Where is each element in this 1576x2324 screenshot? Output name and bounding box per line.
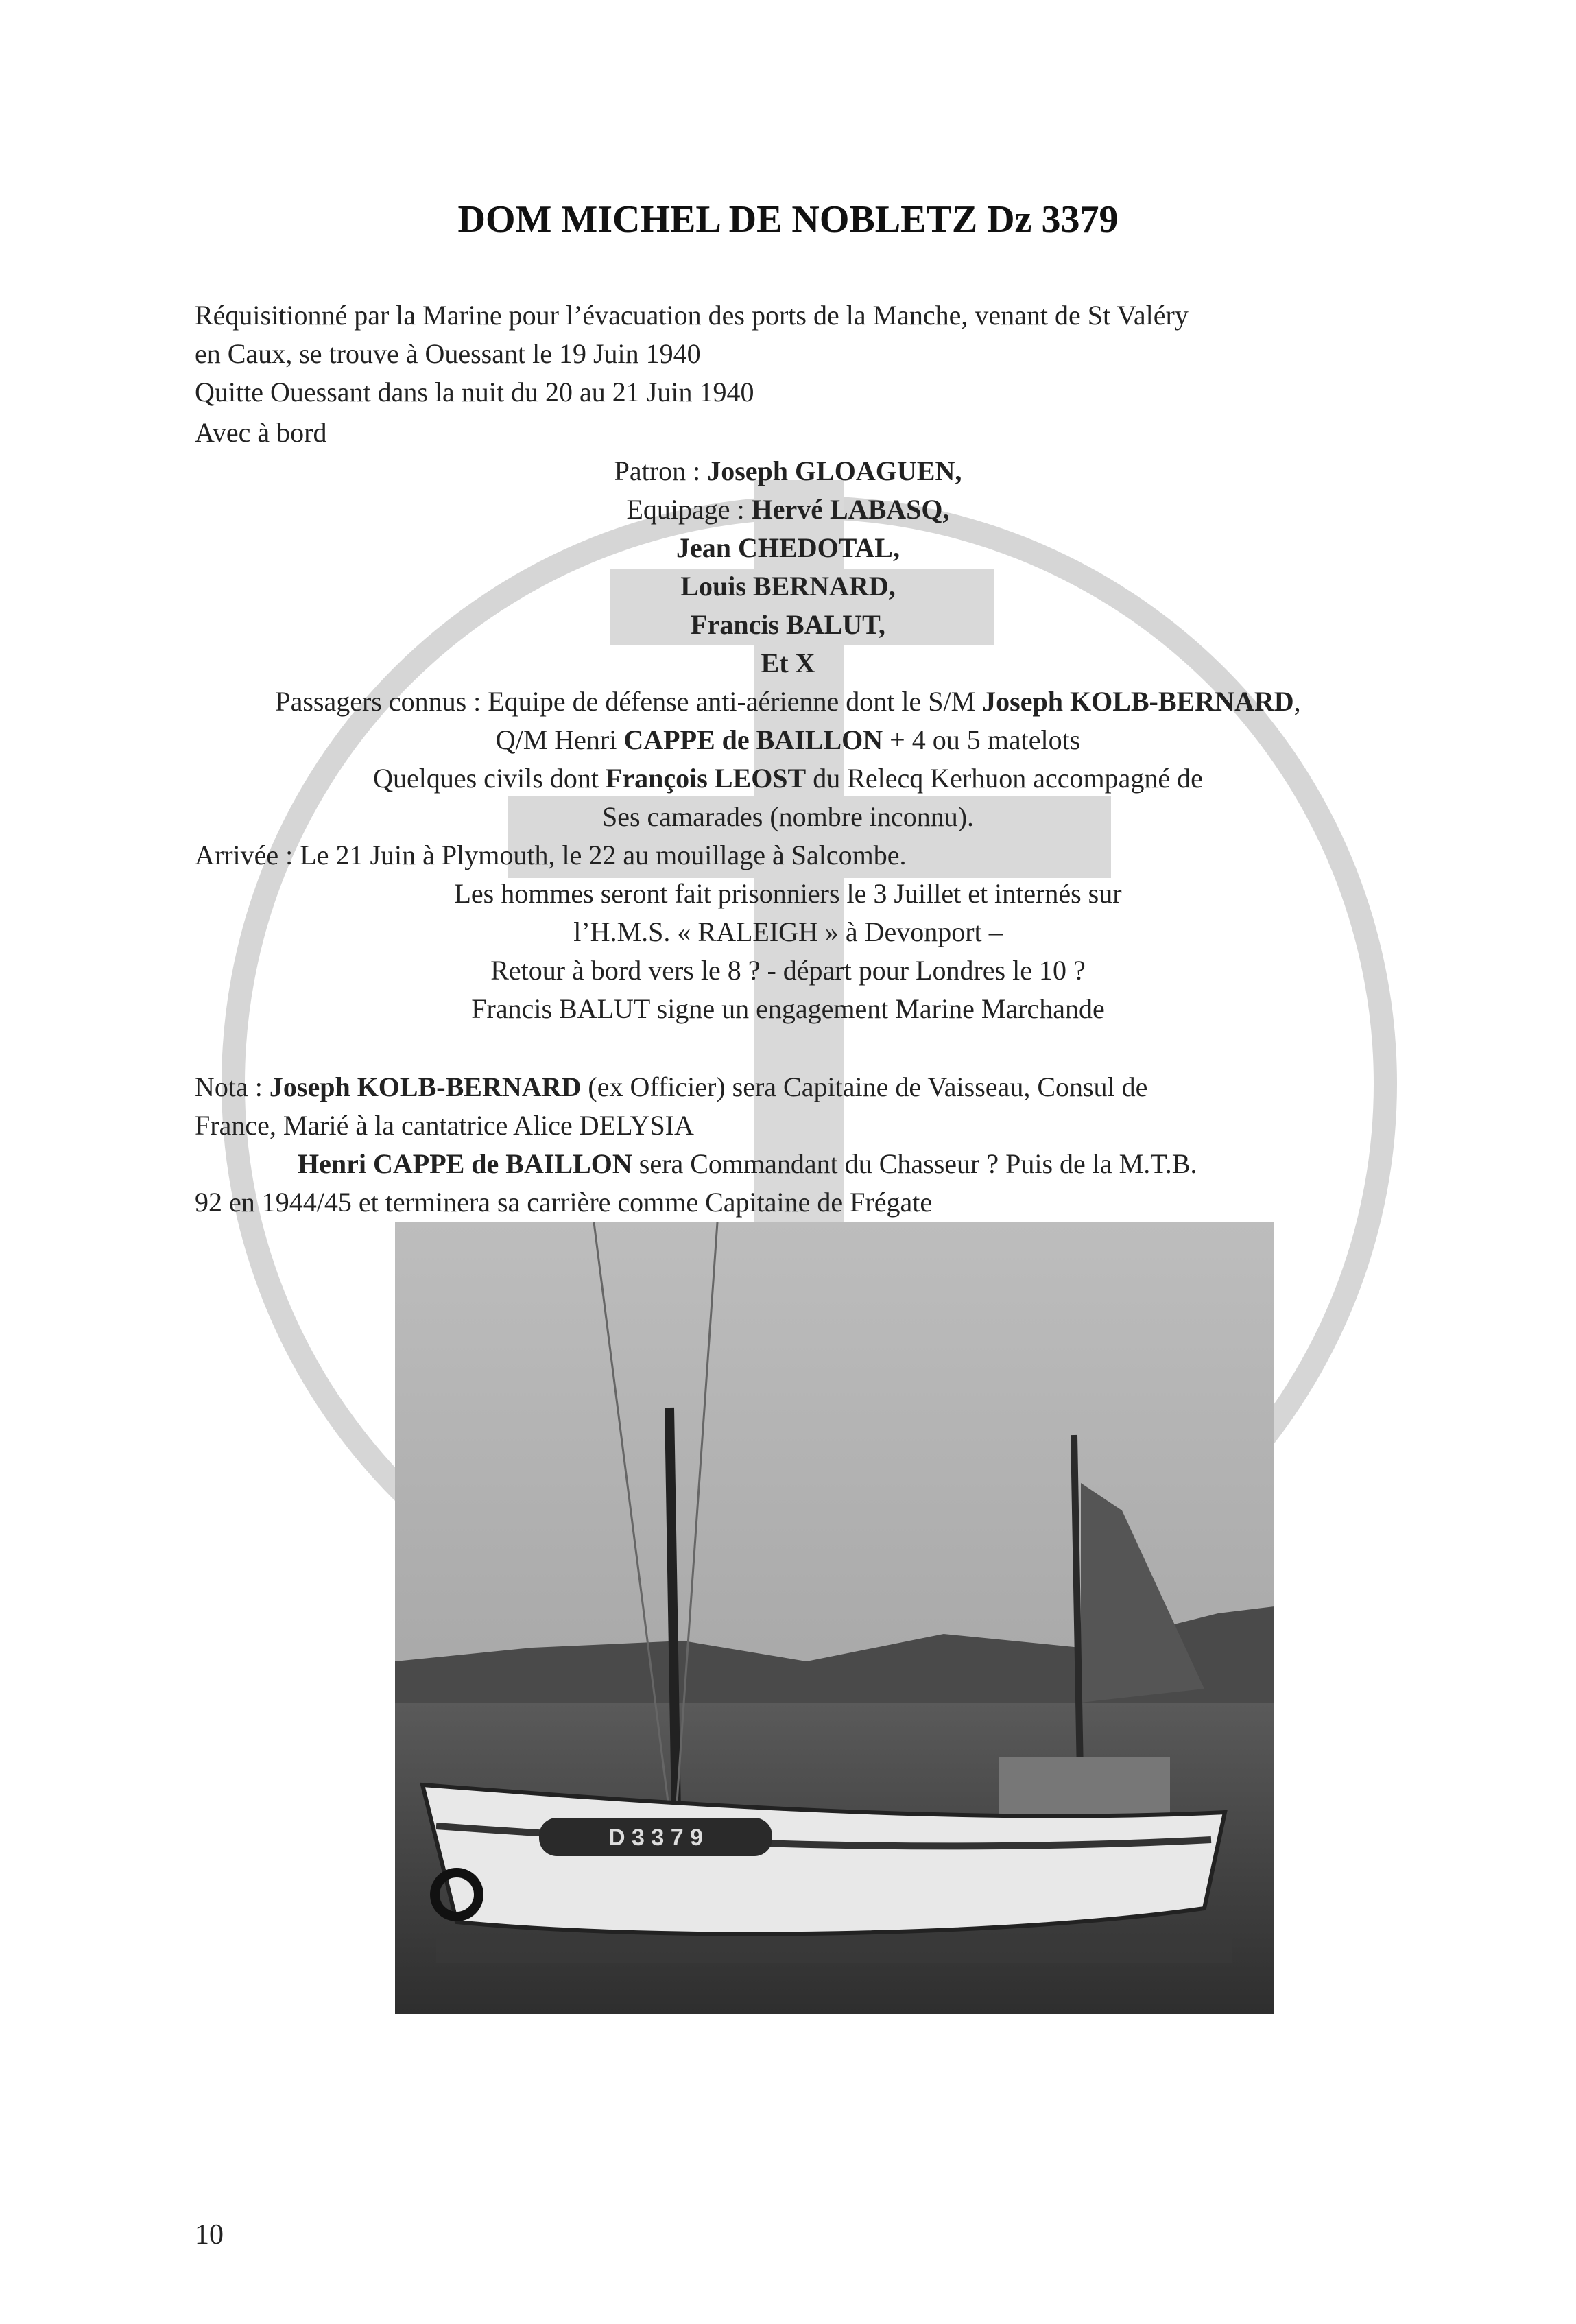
nota-text: sera Commandant du Chasseur ? Puis de la M.T.B. xyxy=(632,1148,1197,1179)
arrival-line: Francis BALUT signe un engagement Marine Marchande xyxy=(471,993,1105,1024)
patron-label: Patron : xyxy=(614,455,708,486)
passengers-text: Passagers connus : Equipe de défense anti-aérienne dont le S/M xyxy=(275,686,983,717)
passengers-text: + 4 ou 5 matelots xyxy=(883,724,1081,755)
arrival-line: Retour à bord vers le 8 ? - départ pour Londres le 10 ? xyxy=(490,955,1086,986)
crew-member-name: Francis BALUT, xyxy=(691,609,885,640)
passengers-line: Ses camarades (nombre inconnu). xyxy=(601,801,975,832)
intro-line: en Caux, se trouve à Ouessant le 19 Juin 1940 xyxy=(195,338,701,369)
crew-member xyxy=(0,529,1576,567)
crew-member xyxy=(0,606,1576,644)
intro-line: Quitte Ouessant dans la nuit du 20 au 21 Juin 1940 xyxy=(195,377,754,407)
water-reflection xyxy=(436,1936,1232,1963)
nota-line xyxy=(195,1068,1147,1106)
passengers-text: du Relecq Kerhuon accompagné de xyxy=(806,763,1203,794)
crew-member-name: Louis BERNARD, xyxy=(680,571,896,602)
passengers-line xyxy=(0,721,1576,759)
nota-name: Joseph KOLB-BERNARD xyxy=(269,1071,582,1102)
passengers-text: , xyxy=(1293,686,1301,717)
arrival-line: l’H.M.S. « RALEIGH » à Devonport – xyxy=(573,916,1003,947)
patron-name: Joseph GLOAGUEN, xyxy=(707,455,962,486)
crew-member xyxy=(0,644,1576,683)
nota-text: (ex Officier) sera Capitaine de Vaisseau, Consul de xyxy=(581,1071,1148,1102)
nota-line: France, Marié à la cantatrice Alice DELYSIA xyxy=(195,1110,694,1141)
boat-hull-marking: D 3 3 7 9 xyxy=(608,1825,703,1851)
passengers-text: Q/M Henri xyxy=(495,724,624,755)
fishing-boat-photo xyxy=(395,1222,1274,2014)
crew-member: Hervé LABASQ, xyxy=(751,494,950,525)
nota-line xyxy=(298,1145,1197,1183)
intro-line: Réquisitionné par la Marine pour l’évacuation des ports de la Manche, venant de St Valéry xyxy=(195,300,1189,331)
crew-equipage xyxy=(0,490,1576,529)
nota-name: Henri CAPPE de BAILLON xyxy=(298,1148,632,1179)
passengers-line xyxy=(0,759,1576,798)
passengers-line xyxy=(0,683,1576,721)
crew-patron xyxy=(0,452,1576,490)
passenger-name: Joseph KOLB-BERNARD xyxy=(982,686,1294,717)
equipage-label: Equipage : xyxy=(626,494,752,525)
boat-mast xyxy=(669,1408,676,1812)
page-number: 10 xyxy=(195,2219,224,2251)
passengers-text: Quelques civils dont xyxy=(373,763,606,794)
passenger-name: CAPPE de BAILLON xyxy=(623,724,883,755)
crew-member-name: Jean CHEDOTAL, xyxy=(676,532,900,563)
crew-member xyxy=(0,567,1576,606)
intro-line: Avec à bord xyxy=(195,417,327,448)
nota-text: Nota : xyxy=(195,1071,270,1102)
arrival-line: Les hommes seront fait prisonniers le 3 Juillet et internés sur xyxy=(454,878,1122,909)
passenger-name: François LEOST xyxy=(605,763,807,794)
page-title: DOM MICHEL DE NOBLETZ Dz 3379 xyxy=(457,198,1119,241)
crew-member-name: Et X xyxy=(761,648,815,678)
nota-line: 92 en 1944/45 et terminera sa carrière comme Capitaine de Frégate xyxy=(195,1187,933,1218)
arrival-line: Arrivée : Le 21 Juin à Plymouth, le 22 au mouillage à Salcombe. xyxy=(195,840,907,870)
